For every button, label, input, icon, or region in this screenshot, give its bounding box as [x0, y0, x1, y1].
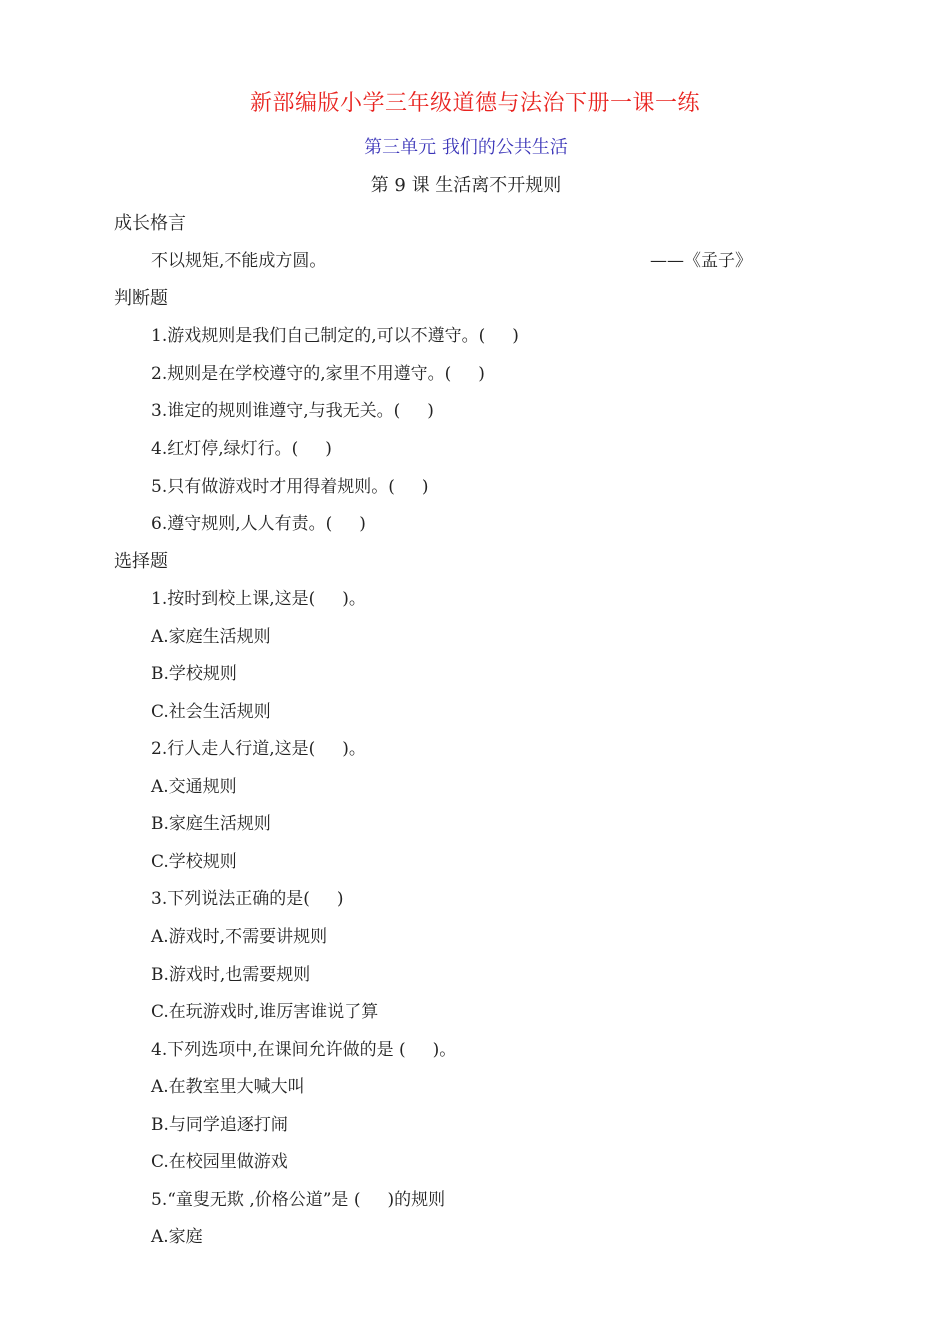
choice-option: C.在校园里做游戏	[151, 1152, 288, 1172]
document-title: 新部编版小学三年级道德与法治下册一课一练	[249, 91, 700, 116]
judgment-item: 1.游戏规则是我们自己制定的,可以不遵守。( )	[151, 326, 519, 346]
choice-option: A.家庭生活规则	[151, 627, 271, 647]
unit-heading: 第三单元 我们的公共生活	[364, 137, 568, 158]
choice-option: B.游戏时,也需要规则	[151, 965, 311, 985]
choice-question: 3.下列说法正确的是( )	[151, 889, 344, 909]
choice-question: 4.下列选项中,在课间允许做的是 ( )。	[151, 1040, 457, 1060]
lesson-heading: 第 9 课 生活离不开规则	[370, 175, 562, 196]
choice-question: 2.行人走人行道,这是( )。	[151, 739, 366, 759]
choice-option: C.学校规则	[151, 852, 237, 872]
choice-option: C.在玩游戏时,谁厉害谁说了算	[151, 1002, 379, 1022]
judgment-item: 4.红灯停,绿灯行。( )	[151, 439, 332, 459]
choice-option: A.家庭	[151, 1227, 203, 1247]
choice-option: A.在教室里大喊大叫	[151, 1077, 305, 1097]
judgment-item: 3.谁定的规则谁遵守,与我无关。( )	[151, 401, 434, 421]
judgment-item: 5.只有做游戏时才用得着规则。( )	[151, 477, 429, 497]
choice-option: C.社会生活规则	[151, 702, 271, 722]
choice-option: B.家庭生活规则	[151, 814, 271, 834]
choice-option: B.学校规则	[151, 664, 237, 684]
choice-option: B.与同学追逐打闹	[151, 1115, 288, 1135]
judgment-heading: 判断题	[114, 288, 168, 309]
motto-quote: 不以规矩,不能成方圆。	[151, 251, 327, 271]
judgment-item: 6.遵守规则,人人有责。( )	[151, 514, 366, 534]
motto-heading: 成长格言	[114, 213, 186, 234]
motto-source: ——《孟子》	[650, 251, 752, 271]
choice-question: 1.按时到校上课,这是( )。	[151, 589, 366, 609]
judgment-item: 2.规则是在学校遵守的,家里不用遵守。( )	[151, 364, 485, 384]
choice-question: 5.“童叟无欺 ,价格公道”是 ( )的规则	[151, 1190, 446, 1210]
choice-option: A.交通规则	[151, 777, 237, 797]
choice-option: A.游戏时,不需要讲规则	[151, 927, 328, 947]
choice-heading: 选择题	[114, 551, 168, 572]
